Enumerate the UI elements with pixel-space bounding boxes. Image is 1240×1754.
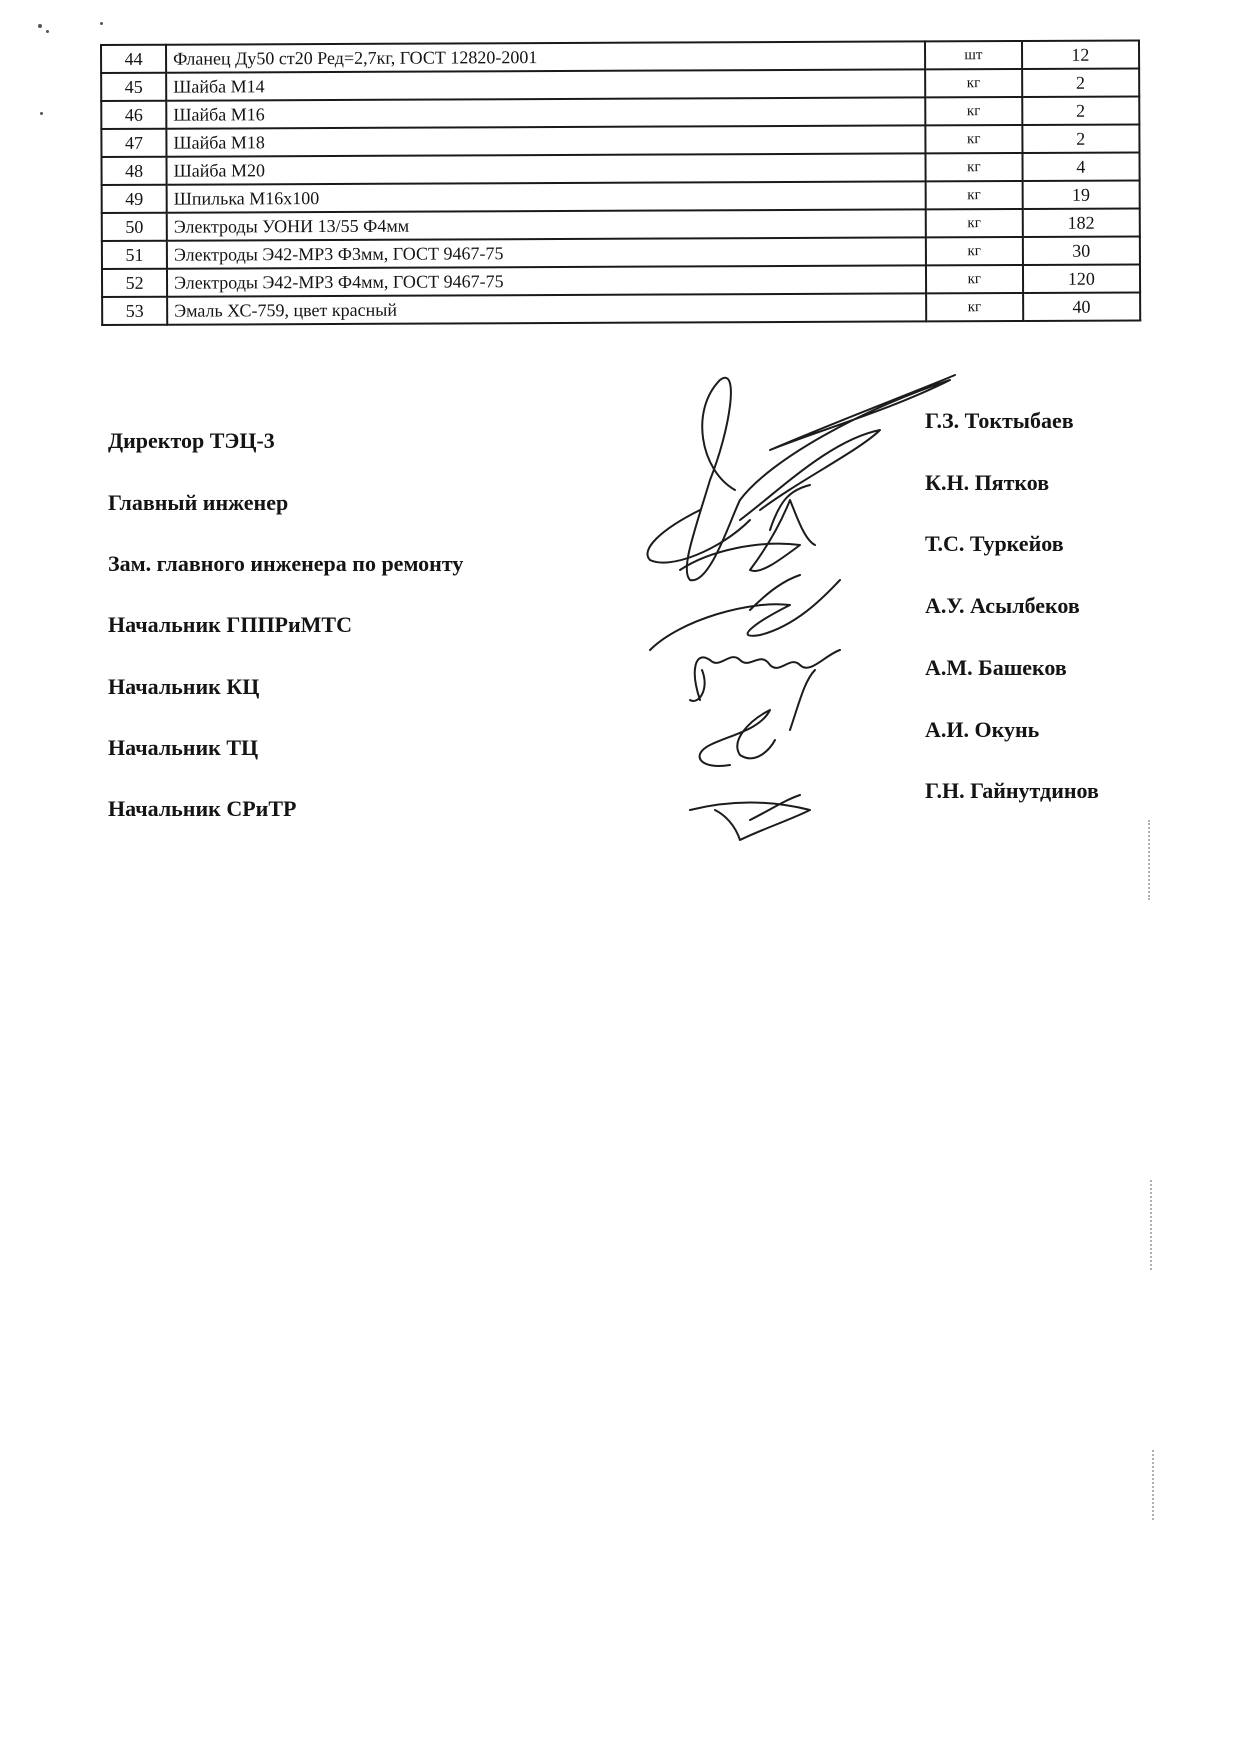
item-name: Электроды Э42-МР3 Ф4мм, ГОСТ 9467-75: [167, 265, 926, 296]
item-unit: кг: [926, 293, 1023, 321]
scan-edge-dots: [1150, 1180, 1154, 1270]
items-table: [100, 39, 1141, 326]
table-row: [102, 180, 1140, 213]
table-row: [101, 40, 1139, 73]
item-name: Фланец Ду50 ст20 Ред=2,7кг, ГОСТ 12820-2001: [166, 41, 925, 72]
row-number: 46: [101, 101, 166, 129]
signatory-title: Главный инженер: [108, 490, 289, 515]
signatory-title: Начальник ГППРиМТС: [108, 612, 352, 637]
signatory-name: А.М. Башеков: [925, 655, 1067, 680]
signatory-name: А.У. Асылбеков: [925, 593, 1080, 618]
item-quantity: 2: [1022, 124, 1140, 153]
item-quantity: 30: [1022, 236, 1140, 265]
signature-7: [690, 795, 810, 840]
row-number: 53: [102, 297, 167, 325]
signatory-name: Г.З. Токтыбаев: [925, 408, 1074, 433]
item-unit: кг: [926, 181, 1023, 209]
item-unit: кг: [926, 153, 1023, 181]
row-number: 48: [101, 157, 166, 185]
item-quantity: 12: [1022, 40, 1140, 69]
item-unit: кг: [926, 237, 1023, 265]
row-number: 49: [102, 185, 167, 213]
table-row: [102, 264, 1140, 297]
item-quantity: 40: [1023, 292, 1141, 321]
item-quantity: 2: [1022, 96, 1140, 125]
signature-4: [650, 575, 840, 650]
row-number: 47: [101, 129, 166, 157]
row-number: 52: [102, 269, 167, 297]
table-row: [101, 68, 1139, 101]
row-number: 51: [102, 241, 167, 269]
item-quantity: 19: [1022, 180, 1140, 209]
signatory-name: А.И. Окунь: [925, 717, 1040, 742]
item-quantity: 120: [1023, 264, 1141, 293]
handwritten-signatures: [640, 370, 960, 890]
item-unit: кг: [925, 97, 1022, 125]
scan-speck: [46, 30, 49, 33]
signatory-name: Г.Н. Гайнутдинов: [925, 778, 1099, 803]
scan-speck: [38, 24, 42, 28]
signature-6: [700, 670, 815, 766]
items-table-body: [101, 40, 1140, 325]
signature-5: [690, 650, 840, 701]
row-number: 45: [101, 73, 166, 101]
item-quantity: 2: [1022, 68, 1140, 97]
item-quantity: 4: [1022, 152, 1140, 181]
item-unit: кг: [926, 209, 1023, 237]
signatory-title: Зам. главного инженера по ремонту: [108, 551, 464, 576]
table-row: [102, 236, 1140, 269]
signatory-title: Директор ТЭЦ-3: [108, 428, 275, 453]
item-unit: кг: [926, 265, 1023, 293]
item-name: Шайба М14: [166, 69, 925, 100]
signatory-title: Начальник КЦ: [108, 674, 260, 699]
table-row: [101, 152, 1139, 185]
scan-speck: [100, 22, 103, 25]
signatory-title: Начальник СРиТР: [108, 796, 297, 821]
item-name: Шпилька М16х100: [167, 181, 926, 212]
item-name: Электроды УОНИ 13/55 Ф4мм: [167, 209, 926, 240]
signatory-title: Начальник ТЦ: [108, 735, 259, 760]
item-name: Эмаль ХС-759, цвет красный: [167, 293, 926, 324]
item-name: Электроды Э42-МР3 Ф3мм, ГОСТ 9467-75: [167, 237, 926, 268]
signature-2: [740, 430, 880, 530]
signatory-name: К.Н. Пятков: [925, 470, 1050, 495]
item-quantity: 182: [1022, 208, 1140, 237]
table-row: [101, 124, 1139, 157]
item-unit: кг: [925, 125, 1022, 153]
signatory-name: Т.С. Туркейов: [925, 531, 1064, 556]
item-name: Шайба М20: [166, 153, 925, 184]
row-number: 50: [102, 213, 167, 241]
table-row: [101, 96, 1139, 129]
scan-edge-dots: [1152, 1450, 1156, 1520]
item-name: Шайба М16: [166, 97, 925, 128]
row-number: 44: [101, 45, 166, 73]
table-row: [102, 208, 1140, 241]
scan-edge-dots: [1148, 820, 1152, 900]
scan-speck: [40, 112, 43, 115]
item-unit: кг: [925, 69, 1022, 97]
table-row: [102, 292, 1140, 325]
item-name: Шайба М18: [166, 125, 925, 156]
item-unit: шт: [925, 41, 1022, 69]
